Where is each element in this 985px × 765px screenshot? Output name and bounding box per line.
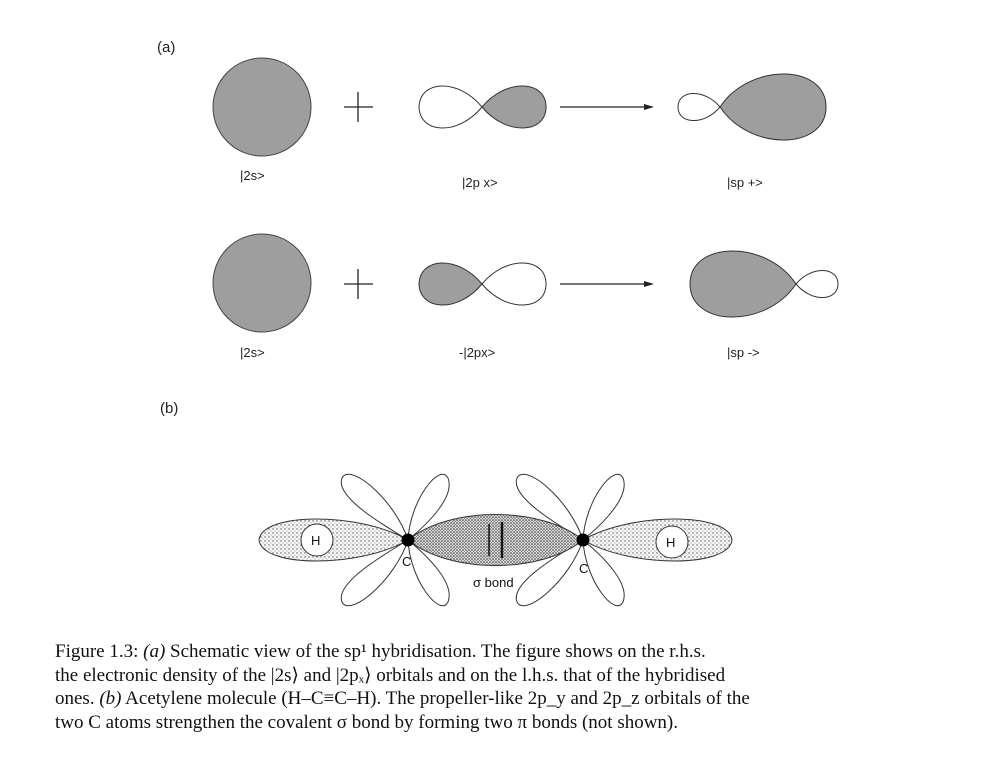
panel-a-label: (a)	[157, 39, 176, 56]
atom-c-left: C	[402, 554, 412, 569]
caption-line-4: two C atoms strengthen the covalent σ bond by forming two π bonds (not shown).	[55, 711, 679, 733]
atom-h-right: H	[666, 535, 676, 550]
caption-part-a-marker: (a)	[143, 641, 166, 662]
label-sp-plus: |sp +>	[727, 175, 763, 190]
caption-line-2: the electronic density of the |2s⟩ and |2pₓ⟩ orbitals and on the l.h.s. that of the hybridised	[55, 664, 726, 686]
hybrid-orbital-minus	[690, 251, 838, 317]
panel-b-label: (b)	[160, 400, 179, 417]
arrow-1	[560, 104, 654, 110]
label-2px-row1: |2p x>	[462, 175, 498, 190]
label-sp-minus: |sp ->	[727, 345, 760, 360]
hybrid-orbital-plus	[678, 74, 826, 140]
caption-line-3-start: ones.	[55, 688, 100, 709]
caption-line-1-text: Schematic view of the sp¹ hybridisation. The figure shows on the r.h.s.	[165, 641, 706, 662]
label-2s-row1: |2s>	[240, 168, 265, 183]
sigma-bond-label: σ bond	[473, 575, 514, 590]
s-orbital-1	[213, 58, 311, 156]
caption-line-3	[55, 687, 955, 711]
plus-sign-2	[344, 269, 373, 299]
atom-c-right: C	[579, 561, 589, 576]
arrow-2	[560, 281, 654, 287]
caption-part-b-marker: (b)	[99, 688, 122, 709]
label-2px-row2: -|2px>	[459, 345, 496, 360]
caption-line-1	[55, 640, 955, 664]
plus-sign-1	[344, 92, 373, 122]
s-orbital-2	[213, 234, 311, 332]
caption-line-3-text: Acetylene molecule (H–C≡C–H). The propeller-like 2p_y and 2p_z orbitals of the	[121, 688, 750, 709]
atom-h-left: H	[311, 533, 321, 548]
p-orbital-2	[419, 263, 546, 305]
label-2s-row2: |2s>	[240, 345, 265, 360]
p-orbital-1	[419, 86, 546, 128]
figure-caption	[55, 640, 955, 734]
caption-figure-number: Figure 1.3:	[55, 641, 144, 662]
